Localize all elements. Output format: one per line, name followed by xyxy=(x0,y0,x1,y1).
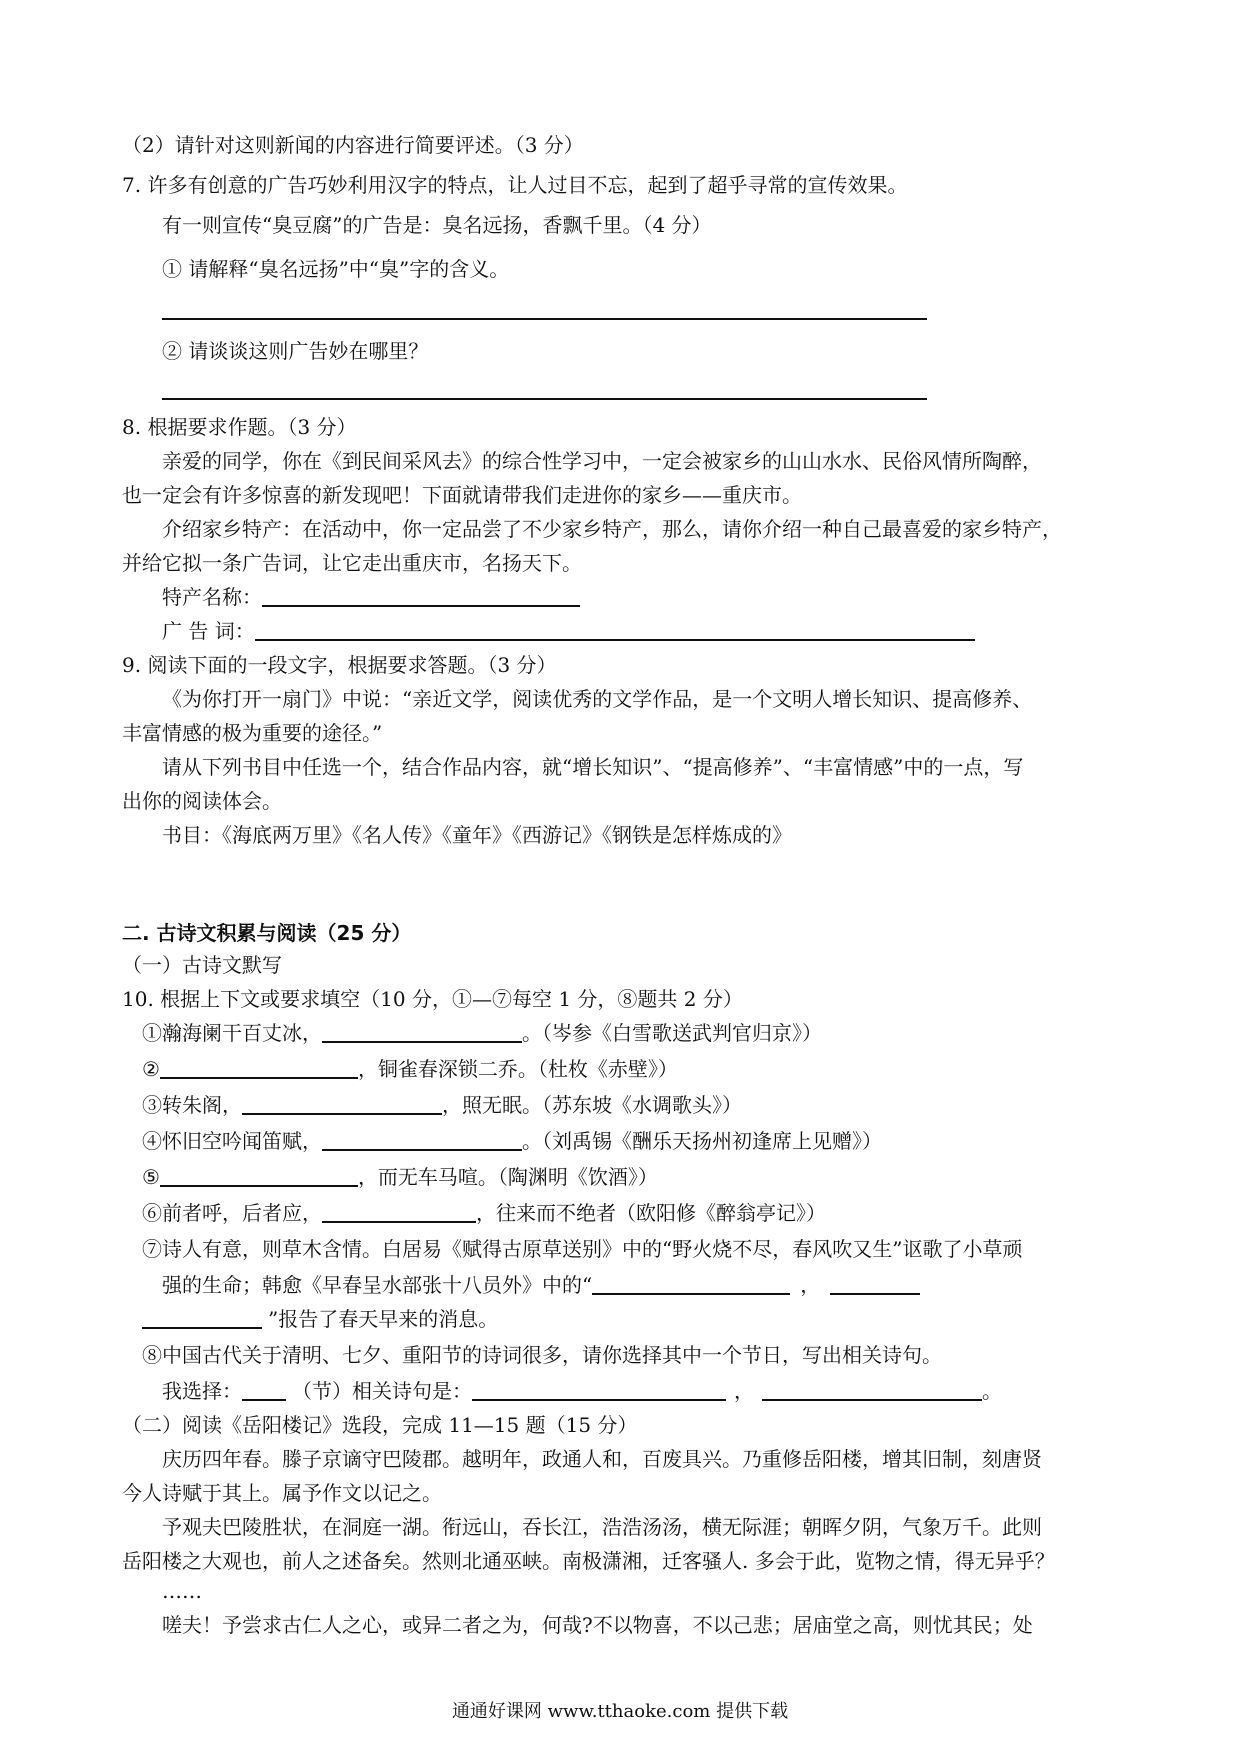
fill-blank[interactable] xyxy=(242,1093,442,1115)
q8-para1-line1: 亲爱的同学，你在《到民间采风去》的综合性学习中，一定会被家乡的山山水水、民俗风情所陶醉， xyxy=(162,449,1042,473)
fill-blank[interactable] xyxy=(322,1021,522,1043)
passage-para1-line2: 今人诗赋于其上。属予作文以记之。 xyxy=(122,1481,442,1505)
q10-item8-line2: 我选择： （节）相关诗句是： ， 。 xyxy=(162,1379,1002,1403)
q8-stem: 8. 根据要求作题。（3 分） xyxy=(122,415,357,439)
answer-line[interactable] xyxy=(162,318,927,320)
fill-blank[interactable] xyxy=(762,1379,982,1401)
q10-item7-line1: ⑦诗人有意，则草木含情。白居易《赋得古原草送别》中的“野火烧不尽，春风吹又生”讴歌了小草顽 xyxy=(142,1237,1023,1261)
q7-stem: 7. 许多有创意的广告巧妙利用汉字的特点，让人过目不忘，起到了超乎寻常的宣传效果。 xyxy=(122,173,908,197)
passage-para2-line2: 岳阳楼之大观也，前人之述备矣。然则北通巫峡。南极潇湘，迁客骚人. 多会于此，览物之情，得无异乎？ xyxy=(122,1549,1055,1573)
q10-item1: ①瀚海阑干百丈冰， 。（岑参《白雪歌送武判官归京》） xyxy=(142,1021,822,1045)
q9-stem: 9. 阅读下面的一段文字，根据要求答题。（3 分） xyxy=(122,653,557,677)
q10-item7-line3: ”报告了春天早来的消息。 xyxy=(142,1306,498,1332)
fill-blank[interactable] xyxy=(322,1129,522,1151)
q10-item8-line1: ⑧中国古代关于清明、七夕、重阳节的诗词很多，请你选择其中一个节日，写出相关诗句。 xyxy=(142,1343,942,1367)
section2-title: 二. 古诗文积累与阅读（25 分） xyxy=(122,921,412,945)
q9-req-line2: 出你的阅读体会。 xyxy=(122,789,282,813)
fill-blank[interactable] xyxy=(322,1201,476,1223)
q7-sub1: ① 请解释“臭名远扬”中“臭”字的含义。 xyxy=(162,257,510,281)
fill-blank[interactable] xyxy=(160,1165,358,1187)
q6-sub2: （2）请针对这则新闻的内容进行简要评述。（3 分） xyxy=(122,133,584,157)
passage-para2-line1: 予观夫巴陵胜状，在洞庭一湖。衔远山，吞长江，浩浩汤汤，横无际涯；朝晖夕阴，气象万千。此则 xyxy=(162,1515,1042,1539)
section2-part1-title: （一）古诗文默写 xyxy=(122,953,282,977)
q9-quote-line2: 丰富情感的极为重要的途径。” xyxy=(122,721,383,745)
fill-blank[interactable] xyxy=(592,1273,790,1295)
q10-item2: ② ，铜雀春深锁二乔。（杜枚《赤壁》） xyxy=(142,1057,678,1081)
q10-item4: ④怀旧空吟闻笛赋， 。（刘禹锡《酬乐天扬州初逢席上见赠》） xyxy=(142,1129,882,1153)
fill-blank[interactable] xyxy=(160,1057,358,1079)
specialty-name-blank[interactable] xyxy=(262,585,580,607)
page-footer: 通通好课网 www.tthaoke.com 提供下载 xyxy=(451,1701,789,1722)
q8-para2-line2: 并给它拟一条广告词，让它走出重庆市，名扬天下。 xyxy=(122,551,582,575)
q10-stem: 10. 根据上下文或要求填空（10 分，①—⑦每空 1 分，⑧题共 2 分） xyxy=(122,987,743,1011)
ad-slogan-blank[interactable] xyxy=(255,619,975,641)
q9-quote-line1: 《为你打开一扇门》中说：“亲近文学，阅读优秀的文学作品，是一个文明人增长知识、提高修养、 xyxy=(162,687,1033,711)
ad-slogan-label: 广 告 词： xyxy=(162,619,255,643)
q9-req-line1: 请从下列书目中任选一个，结合作品内容，就“增长知识”、“提高修养”、“丰富情感”中的一点，写 xyxy=(162,755,1024,779)
passage-para3-line1: 嗟夫！予尝求古仁人之心，或异二者之为，何哉?不以物喜，不以己悲；居庙堂之高，则忧其民；处 xyxy=(162,1613,1033,1637)
ad-slogan-row xyxy=(162,618,975,644)
q10-item7-line2: 强的生命；韩愈《早春呈水部张十八员外》中的“ ， xyxy=(162,1272,920,1298)
part2-title: （二）阅读《岳阳楼记》选段，完成 11—15 题（15 分） xyxy=(122,1413,638,1437)
q10-item5: ⑤ ，而无车马喧。（陶渊明《饮酒》） xyxy=(142,1165,658,1189)
q8-para2-line1: 介绍家乡特产：在活动中，你一定品尝了不少家乡特产，那么，请你介绍一种自己最喜爱的家乡特产， xyxy=(162,517,1062,541)
q10-item3: ③转朱阁， ，照无眠。（苏东坡《水调歌头》） xyxy=(142,1093,742,1117)
fill-blank[interactable] xyxy=(142,1307,262,1329)
q7-sub2: ② 请谈谈这则广告妙在哪里？ xyxy=(162,339,429,363)
q10-item6: ⑥前者呼，后者应， ，往来而不绝者（欧阳修《醉翁亭记》） xyxy=(142,1201,826,1225)
fill-blank[interactable] xyxy=(830,1273,920,1295)
q9-booklist: 书目：《海底两万里》《名人传》《童年》《西游记》《钢铁是怎样炼成的》 xyxy=(162,823,792,847)
specialty-name-label: 特产名称： xyxy=(162,585,262,609)
answer-line[interactable] xyxy=(162,398,927,400)
passage-para1-line1: 庆历四年春。滕子京谪守巴陵郡。越明年，政通人和，百废具兴。乃重修岳阳楼，增其旧制，刻唐贤 xyxy=(162,1447,1042,1471)
festival-blank[interactable] xyxy=(242,1379,286,1401)
passage-ellipsis: …… xyxy=(162,1579,202,1603)
specialty-name-row xyxy=(162,584,580,610)
q8-para1-line2: 也一定会有许多惊喜的新发现吧！下面就请带我们走进你的家乡——重庆市。 xyxy=(122,483,802,507)
q7-ad: 有一则宣传“臭豆腐”的广告是：臭名远扬，香飘千里。（4 分） xyxy=(162,213,712,237)
fill-blank[interactable] xyxy=(472,1379,726,1401)
